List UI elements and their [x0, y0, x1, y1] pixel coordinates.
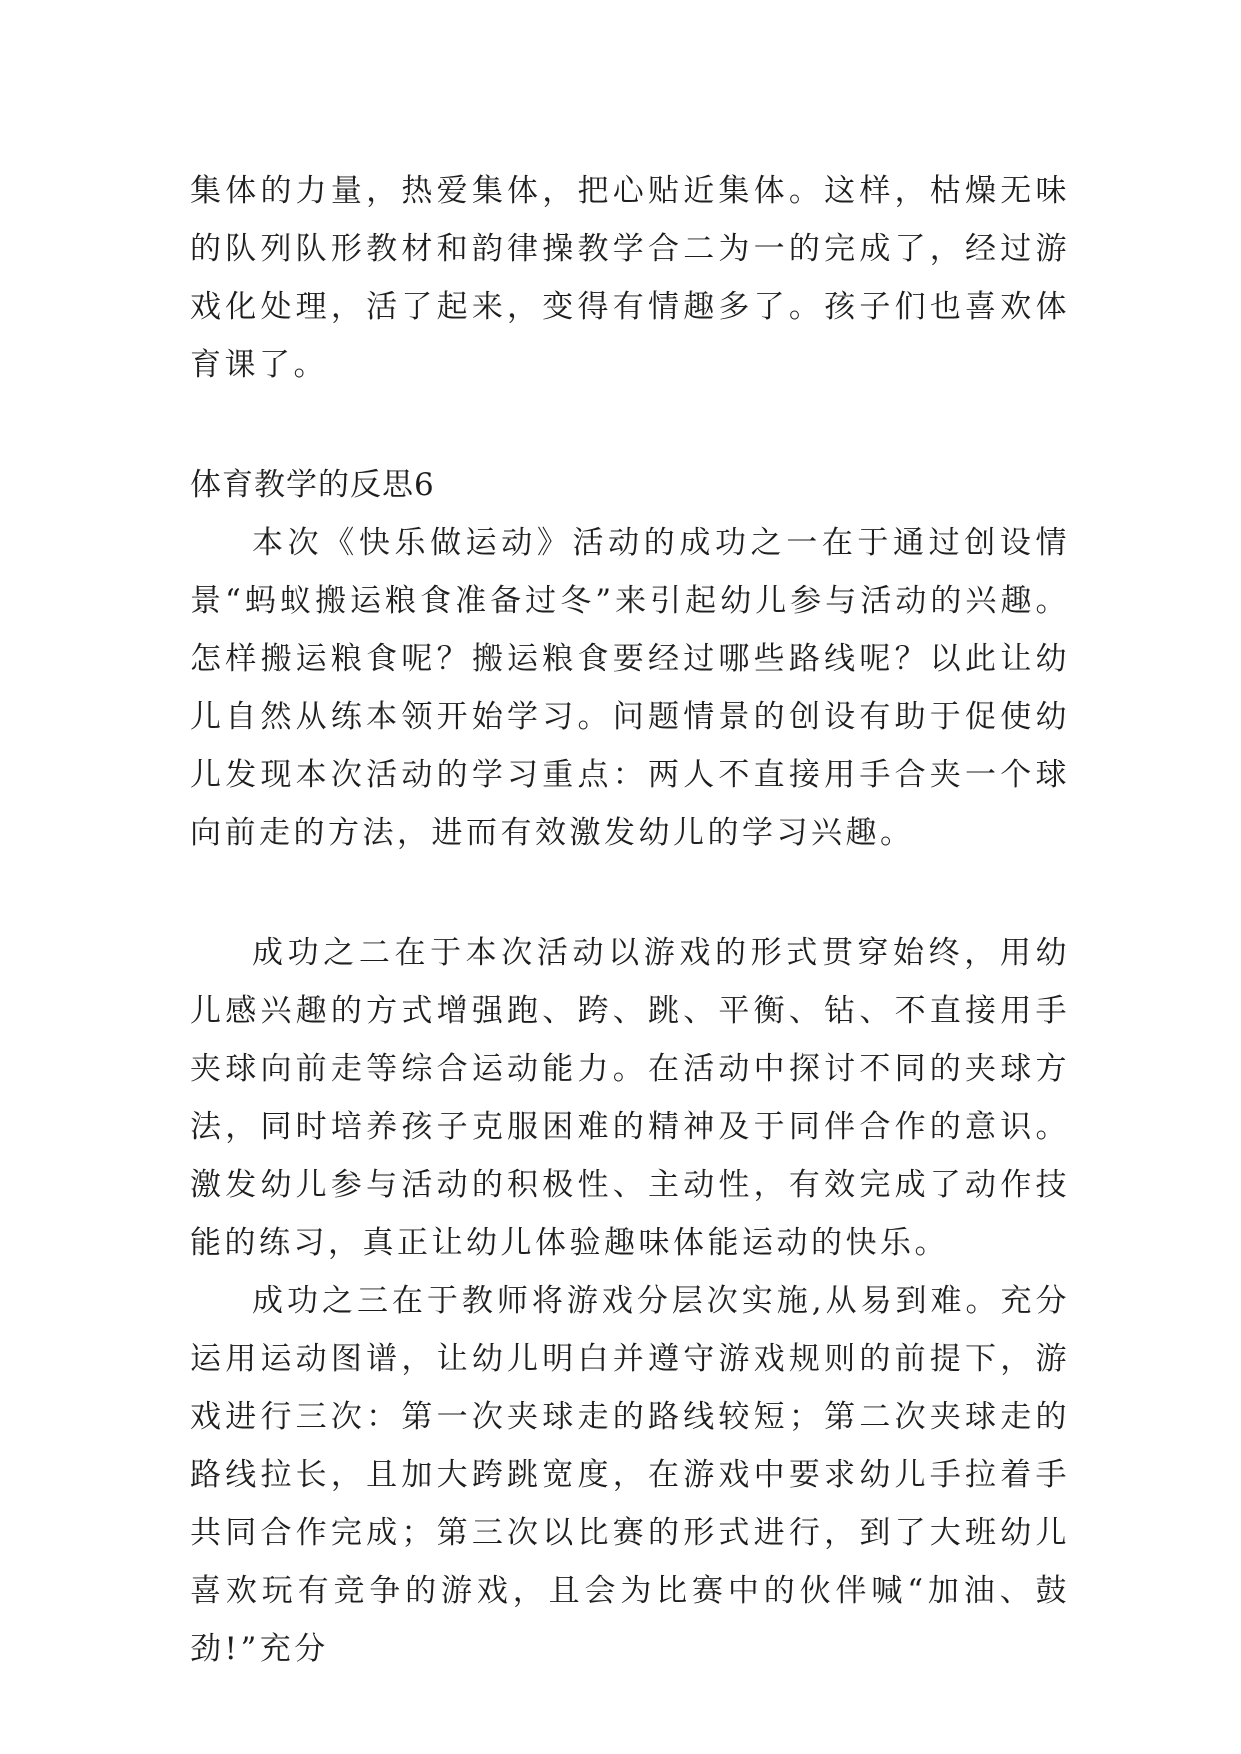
paragraph-continuation: 集体的力量，热爱集体，把心贴近集体。这样，枯燥无味的队列队形教材和韵律操教学合二为一的完成了，经过游戏化处理，活了起来，变得有情趣多了。孩子们也喜欢体育课了。 [190, 173, 1070, 383]
paragraph-success-one: 本次《快乐做运动》活动的成功之一在于通过创设情景“蚂蚁搬运粮食准备过冬”来引起幼儿参与活动的兴趣。怎样搬运粮食呢？搬运粮食要经过哪些路线呢？以此让幼儿自然从练本领开始学习。问题情景的创设有助于促使幼儿发现本次活动的学习重点：两人不直接用手合夹一个球向前走的方法，进而有效激发幼儿的学习兴趣。 [190, 525, 1070, 851]
paragraph-success-two: 成功之二在于本次活动以游戏的形式贯穿始终，用幼儿感兴趣的方式增强跑、跨、跳、平衡、钻、不直接用手夹球向前走等综合运动能力。在活动中探讨不同的夹球方法，同时培养孩子克服困难的精神及于同伴合作的意识。激发幼儿参与活动的积极性、主动性，有效完成了动作技能的练习，真正让幼儿体验趣味体能运动的快乐。 [190, 935, 1070, 1261]
document-body [190, 162, 1070, 1678]
paragraph-success-three: 成功之三在于教师将游戏分层次实施,从易到难。充分运用运动图谱，让幼儿明白并遵守游戏规则的前提下，游戏进行三次：第一次夹球走的路线较短；第二次夹球走的路线拉长，且加大跨跳宽度，在游戏中要求幼儿手拉着手共同合作完成；第三次以比赛的形式进行，到了大班幼儿喜欢玩有竞争的游戏，且会为比赛中的伙伴喊“加油、鼓劲!”充分 [190, 1283, 1070, 1667]
section-title: 体育教学的反思6 [190, 467, 435, 503]
